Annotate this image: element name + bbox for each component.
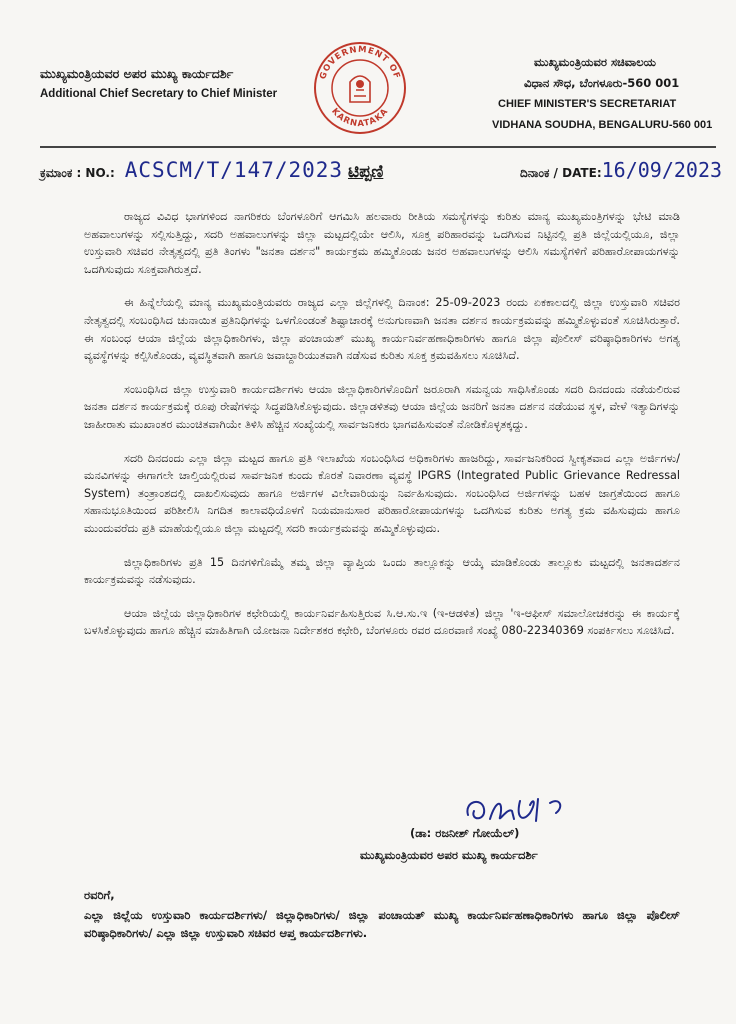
- svg-text:KARNATAKA: KARNATAKA: [329, 106, 391, 130]
- paragraph: ರಾಜ್ಯದ ವಿವಿಧ ಭಾಗಗಳಿಂದ ನಾಗರಿಕರು ಬೆಂಗಳೂರಿಗೆ ಆಗಮಿಸಿ ಹಲವಾರು ರೀತಿಯ ಸಮಸ್ಯೆಗಳನ್ನು ಕುರಿತು ಮಾನ್ಯ ಮುಖ್ಯಮಂತ್ರಿಗಳನ್ನು ಭೇಟಿ ಮಾಡಿ ಅಹವಾಲುಗಳನ್ನು ಸಲ್ಲಿಸುತ್ತಿದ್ದು, ಸದರಿ ಅಹವಾಲುಗಳನ್ನು ಜಿಲ್ಲಾ ಮಟ್ಟದಲ್ಲಿಯೇ ಆಲಿಸಿ, ಸೂಕ್ತ ಪರಿಹಾರವನ್ನು ಒದಗಿಸುವ ನಿಟ್ಟಿನಲ್ಲಿ ಪ್ರತಿ ಜಿಲ್ಲೆಯಲ್ಲಿಯೂ, ಜಿಲ್ಲಾ ಉಸ್ತುವಾರಿ ಸಚಿವರ ನೇತೃತ್ವದಲ್ಲಿ ಪ್ರತಿ ತಿಂಗಳು "ಜನತಾ ದರ್ಶನ" ಕಾರ್ಯಕ್ರಮ ಹಮ್ಮಿಕೊಂಡು ಜನರ ಅಹವಾಲುಗಳನ್ನು ಆಲಿಸಿ ಸಮಸ್ಯೆಗಳಿಗೆ ಪರಿಹಾರೋಪಾಯಗಳನ್ನು ಒದಗಿಸುವುದು ಸೂಕ್ತವಾಗಿರುತ್ತದೆ.: [84, 210, 680, 276]
- signatory-name: (ಡಾ: ರಜನೀಶ್ ಗೋಯೆಲ್): [410, 826, 520, 840]
- paragraph: ಆಯಾ ಜಿಲ್ಲೆಯ ಜಿಲ್ಲಾಧಿಕಾರಿಗಳ ಕಛೇರಿಯಲ್ಲಿ ಕಾರ್ಯನಿರ್ವಹಿಸುತ್ತಿರುವ ಸಿ.ಆ.ಸು.ಇ (ಇ-ಆಡಳಿತ) ಜಿಲ್ಲಾ 'ಇ-ಆಫೀಸ್ ಸಮಾಲೋಚಕರನ್ನು ಈ ಕಾರ್ಯಕ್ಕೆ ಬಳಸಿಕೊಳ್ಳುವುದು ಹಾಗೂ ಹೆಚ್ಚಿನ ಮಾಹಿತಿಗಾಗಿ ಯೋಜನಾ ನಿರ್ದೇಶಕರ ಕಛೇರಿ, ಬೆಂಗಳೂರು ರವರ ದೂರವಾಣಿ ಸಂಖ್ಯೆ 080-22340369 ಸಂಪರ್ಕಿಸಲು ಸೂಚಿಸಿದೆ.: [84, 606, 680, 638]
- date-label: ದಿನಾಂಕ / DATE:: [520, 166, 602, 180]
- secretariat-kannada: ಮುಖ್ಯಮಂತ್ರಿಯವರ ಸಚಿವಾಲಯ: [534, 55, 656, 69]
- document-title: ಟಿಪ್ಪಣಿ: [348, 162, 384, 182]
- paragraph: ಸದರಿ ದಿನದಂದು ಎಲ್ಲಾ ಜಿಲ್ಲಾ ಮಟ್ಟದ ಹಾಗೂ ಪ್ರತಿ ಇಲಾಖೆಯ ಸಂಬಂಧಿಸಿದ ಅಧಿಕಾರಿಗಳು ಹಾಜರಿದ್ದು, ಸಾರ್ವಜನಿಕರಿಂದ ಸ್ವೀಕೃತವಾದ ಎಲ್ಲಾ ಅರ್ಜಿಗಳು/ ಮನವಿಗಳನ್ನು ಈಗಾಗಲೇ ಚಾಲ್ತಿಯಲ್ಲಿರುವ ಸಾರ್ವಜನಿಕ ಕುಂದು ಕೊರತೆ ನಿವಾರಣಾ ವ್ಯವಸ್ಥೆ IPGRS (Integrated Public Grievance Redressal System) ತಂತ್ರಾಂಶದಲ್ಲಿ ದಾಖಲಿಸುವುದು ಹಾಗೂ ಅರ್ಜಿಗಳ ವಿಲೇವಾರಿಯನ್ನು ನಿರ್ವಹಿಸುವುದು. ಸಂಬಂಧಿಸಿದ ಅರ್ಜಿಗಳನ್ನು ಬಹಳ ಜಾಗ್ರತೆಯಿಂದ ಹಾಗೂ ಸಹಾನುಭೂತಿಯಿಂದ ಪರಿಶೀಲಿಸಿ ನಿಗದಿತ ಕಾಲಾವಧಿಯೊಳಗೆ ನಿಯಮಾನುಸಾರ ಪರಿಹಾರೋಪಾಯಗಳನ್ನು ಒದಗಿಸುವ ಕುರಿತು ಅಗತ್ಯ ಕ್ರಮ ವಹಿಸುವುದು ಹಾಗೂ ಮುಂದುವರೆದು ಪ್ರತಿ ಮಾಹೆಯಲ್ಲಿಯೂ ಜಿಲ್ಲಾ ಮಟ್ಟದಲ್ಲಿ ಸದರಿ ಕಾರ್ಯಕ್ರಮವನ್ನು ಹಮ್ಮಿಕೊಳ್ಳುವುದು.: [84, 451, 680, 535]
- reference-label: ಕ್ರಮಾಂಕ : NO.:: [40, 166, 115, 180]
- secretariat-english: CHIEF MINISTER'S SECRETARIAT: [498, 98, 677, 110]
- paragraph: ಜಿಲ್ಲಾಧಿಕಾರಿಗಳು ಪ್ರತಿ 15 ದಿನಗಳಿಗೊಮ್ಮೆ ತಮ್ಮ ಜಿಲ್ಲಾ ವ್ಯಾಪ್ತಿಯ ಒಂದು ತಾಲ್ಲೂಕನ್ನು ಆಯ್ಕೆ ಮಾಡಿಕೊಂಡು ತಾಲ್ಲೂಕು ಮಟ್ಟದಲ್ಲಿ ಜನತಾದರ್ಶನ ಕಾರ್ಯಕ್ರಮವನ್ನು ನಡೆಸುವುದು.: [84, 555, 680, 587]
- svg-text:GOVERNMENT OF: GOVERNMENT OF: [318, 44, 402, 81]
- paragraph: ಸಂಬಂಧಿಸಿದ ಜಿಲ್ಲಾ ಉಸ್ತುವಾರಿ ಕಾರ್ಯದರ್ಶಿಗಳು ಆಯಾ ಜಿಲ್ಲಾಧಿಕಾರಿಗಳೊಂದಿಗೆ ಜರೂರಾಗಿ ಸಮನ್ವಯ ಸಾಧಿಸಿಕೊಂಡು ಸದರಿ ದಿನದಂದು ನಡೆಯಲಿರುವ ಜನತಾ ದರ್ಶನ ಕಾರ್ಯಕ್ರಮಕ್ಕೆ ರೂಪು ರೇಷೆಗಳನ್ನು ಸಿದ್ಧಪಡಿಸಿಕೊಳ್ಳುವುದು. ಜಿಲ್ಲಾಡಳಿತವು ಆಯಾ ಜಿಲ್ಲೆಯ ಜನರಿಗೆ ಜನತಾ ದರ್ಶನ ನಡೆಯುವ ಸ್ಥಳ, ವೇಳೆ ಇತ್ಯಾದಿಗಳನ್ನು ಜಾಹೀರಾತು ಮುಖಾಂತರ ಮುಂಚಿತವಾಗಿಯೇ ತಿಳಿಸಿ ಹೆಚ್ಚಿನ ಸಂಖ್ಯೆಯಲ್ಲಿ ಸಾರ್ವಜನಿಕರು ಭಾಗವಹಿಸುವಂತೆ ನೋಡಿಕೊಳ್ಳತಕ್ಕದ್ದು.: [84, 382, 680, 431]
- header-left: [40, 66, 310, 100]
- office-title-english: Additional Chief Secretary to Chief Minister: [40, 88, 278, 100]
- date-value: 16/09/2023: [601, 158, 723, 182]
- signatory-designation: ಮುಖ್ಯಮಂತ್ರಿಯವರ ಅಪರ ಮುಖ್ಯ ಕಾರ್ಯದರ್ಶಿ: [360, 848, 538, 862]
- office-title-kannada: ಮುಖ್ಯಮಂತ್ರಿಯವರ ಅಪರ ಮುಖ್ಯ ಕಾರ್ಯದರ್ಶಿ: [40, 66, 234, 81]
- document-body: [84, 208, 680, 656]
- paragraph: ಈ ಹಿನ್ನೆಲೆಯಲ್ಲಿ ಮಾನ್ಯ ಮುಖ್ಯಮಂತ್ರಿಯವರು ರಾಜ್ಯದ ಎಲ್ಲಾ ಜಿಲ್ಲೆಗಳಲ್ಲಿ ದಿನಾಂಕ: 25-09-2023 ರಂದು ಏಕಕಾಲದಲ್ಲಿ ಜಿಲ್ಲಾ ಉಸ್ತುವಾರಿ ಸಚಿವರ ನೇತೃತ್ವದಲ್ಲಿ ಸಂಬಂಧಿಸಿದ ಚುನಾಯಿತ ಪ್ರತಿನಿಧಿಗಳನ್ನು ಒಳಗೊಂಡಂತೆ ಶಿಷ್ಟಾಚಾರಕ್ಕೆ ಅನುಗುಣವಾಗಿ ಜನತಾ ದರ್ಶನ ಕಾರ್ಯಕ್ರಮವನ್ನು ಹಮ್ಮಿಕೊಳ್ಳುವಂತೆ ಸೂಚಿಸಿರುತ್ತಾರೆ. ಈ ಸಂಬಂಧ ಆಯಾ ಜಿಲ್ಲೆಯ ಜಿಲ್ಲಾಧಿಕಾರಿಗಳು, ಜಿಲ್ಲಾ ಪಂಚಾಯತ್ ಮುಖ್ಯ ಕಾರ್ಯನಿರ್ವಹಣಾಧಿಕಾರಿಗಳು ಹಾಗೂ ಜಿಲ್ಲಾ ಪೊಲೀಸ್ ವರಿಷ್ಠಾಧಿಕಾರಿಗಳು ಅಗತ್ಯ ವ್ಯವಸ್ಥೆಗಳನ್ನು ಕಲ್ಪಿಸಿಕೊಂಡು, ವ್ಯವಸ್ಥಿತವಾಗಿ ಹಾಗೂ ಜವಾಬ್ದಾರಿಯುತವಾಗಿ ನಡೆಸುವ ಕುರಿತು ಸೂಕ್ತ ಕ್ರಮವಹಿಸಲು ಸೂಚಿಸಿದೆ.: [84, 296, 680, 363]
- address-english: VIDHANA SOUDHA, BENGALURU-560 001: [492, 119, 713, 131]
- reference-value: ACSCM/T/147/2023: [124, 158, 344, 182]
- karnataka-seal-logo: [312, 40, 408, 136]
- reference-number: [40, 158, 343, 182]
- header-divider: [40, 146, 716, 148]
- address-kannada: ವಿಧಾನ ಸೌಧ, ಬೆಂಗಳೂರು-560 001: [524, 76, 680, 90]
- header-right: [492, 52, 722, 136]
- handwritten-signature: [460, 789, 610, 829]
- recipients-label: ರವರಿಗೆ,: [84, 888, 115, 902]
- document-date: [520, 158, 722, 182]
- recipients-list: ಎಲ್ಲಾ ಜಿಲ್ಲೆಯ ಉಸ್ತುವಾರಿ ಕಾರ್ಯದರ್ಶಿಗಳು/ ಜಿಲ್ಲಾಧಿಕಾರಿಗಳು/ ಜಿಲ್ಲಾ ಪಂಚಾಯತ್ ಮುಖ್ಯ ಕಾರ್ಯನಿರ್ವಹಣಾಧಿಕಾರಿಗಳು ಹಾಗೂ ಜಿಲ್ಲಾ ಪೊಲೀಸ್ ವರಿಷ್ಠಾಧಿಕಾರಿಗಳು/ ಎಲ್ಲಾ ಜಿಲ್ಲಾ ಉಸ್ತುವಾರಿ ಸಚಿವರ ಆಪ್ತ ಕಾರ್ಯದರ್ಶಿಗಳು.: [84, 908, 680, 940]
